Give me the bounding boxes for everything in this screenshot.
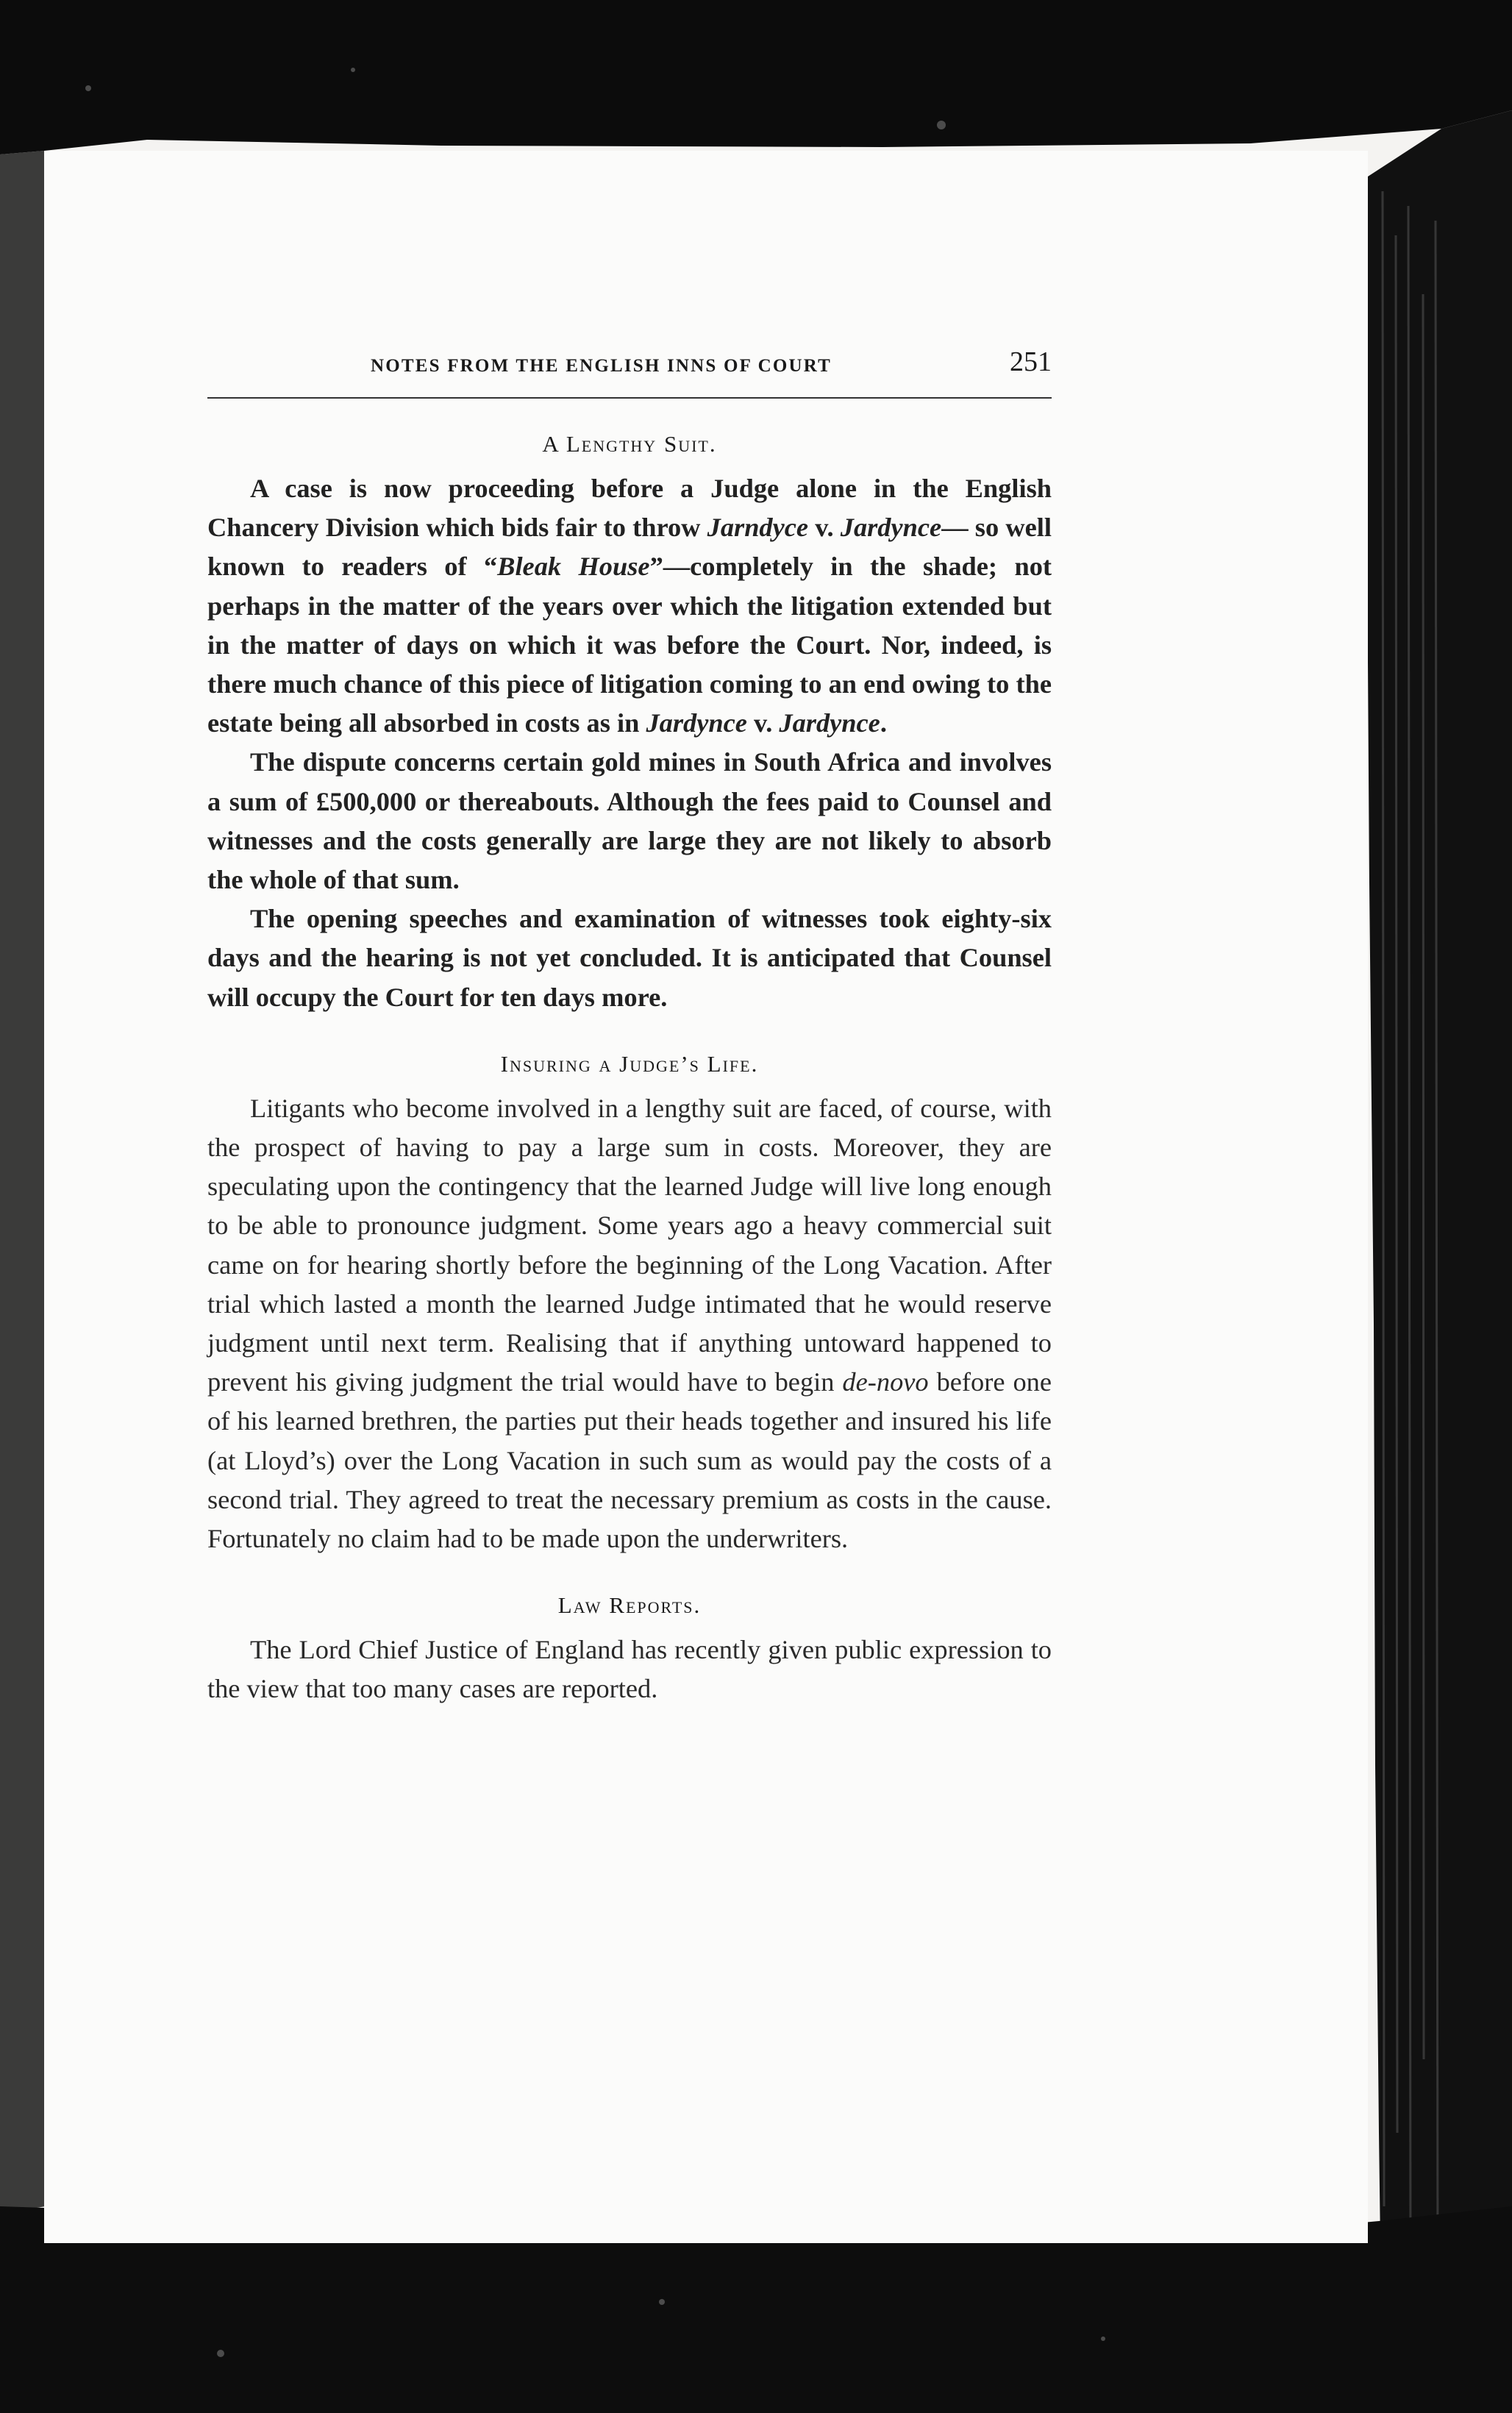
running-head: [207, 346, 1052, 399]
page-number: 251: [1010, 346, 1052, 377]
section-title-lengthy-suit: A Lengthy Suit.: [542, 431, 717, 457]
paragraph-lengthy-suit-3: The opening speeches and examination of witnesses took eighty-six days and the hearing is not yet concluded. It is anticipated that Counsel will occupy the Court for ten days more.: [207, 904, 1052, 1012]
paragraph-law-reports-1: The Lord Chief Justice of England has recently given public expression to the view that too many cases are reported.: [207, 1635, 1052, 1704]
text-block: [207, 346, 1052, 1709]
section-title-law-reports: Law Reports.: [557, 1592, 702, 1619]
section-title-insuring-judge: Insuring a Judge’s Life.: [500, 1050, 759, 1077]
running-title: NOTES FROM THE ENGLISH INNS OF COURT: [371, 356, 832, 376]
paragraph-lengthy-suit-2: The dispute concerns certain gold mines in South Africa and involves a sum of £500,000 or thereabouts. Although the fees paid to Counsel and witnesses and the costs generally are large they are not likely to absorb the whole of that sum.: [207, 747, 1052, 895]
paragraph-insuring-judge-1: Litigants who become involved in a lengthy suit are faced, of course, with the prospect of having to pay a large sum in costs. Moreover, they are speculating upon the contingency that the learned Judge will live long enough to be able to pronounce judgment. Some years ago a heavy commercial suit came on for hearing shortly before the beginning of the Long Vacation. After trial which lasted a month the learned Judge intimated that he would reserve judgment until next term. Realising that if anything untoward happened to prevent his giving judgment the trial would have to begin de-novo before one of his learned brethren, the parties put their heads together and insured his life (at Lloyd’s) over the Long Vacation in such sum as would pay the costs of a second trial. They agreed to treat the necessary premium as costs in the cause. Fortunately no claim had to be made upon the underwriters.: [207, 1093, 1052, 1554]
paragraph-lengthy-suit-1: A case is now proceeding before a Judge alone in the English Chancery Division which bids fair to throw Jarndyce v. Jardynce— so well known to readers of “Bleak House”—completely in the shade; not perhaps in the matter of the years over which the litigation extended but in the matter of days on which it was before the Court. Nor, indeed, is there much chance of this piece of litigation coming to an end owing to the estate being all absorbed in costs as in Jardynce v. Jardynce.: [207, 474, 1052, 738]
